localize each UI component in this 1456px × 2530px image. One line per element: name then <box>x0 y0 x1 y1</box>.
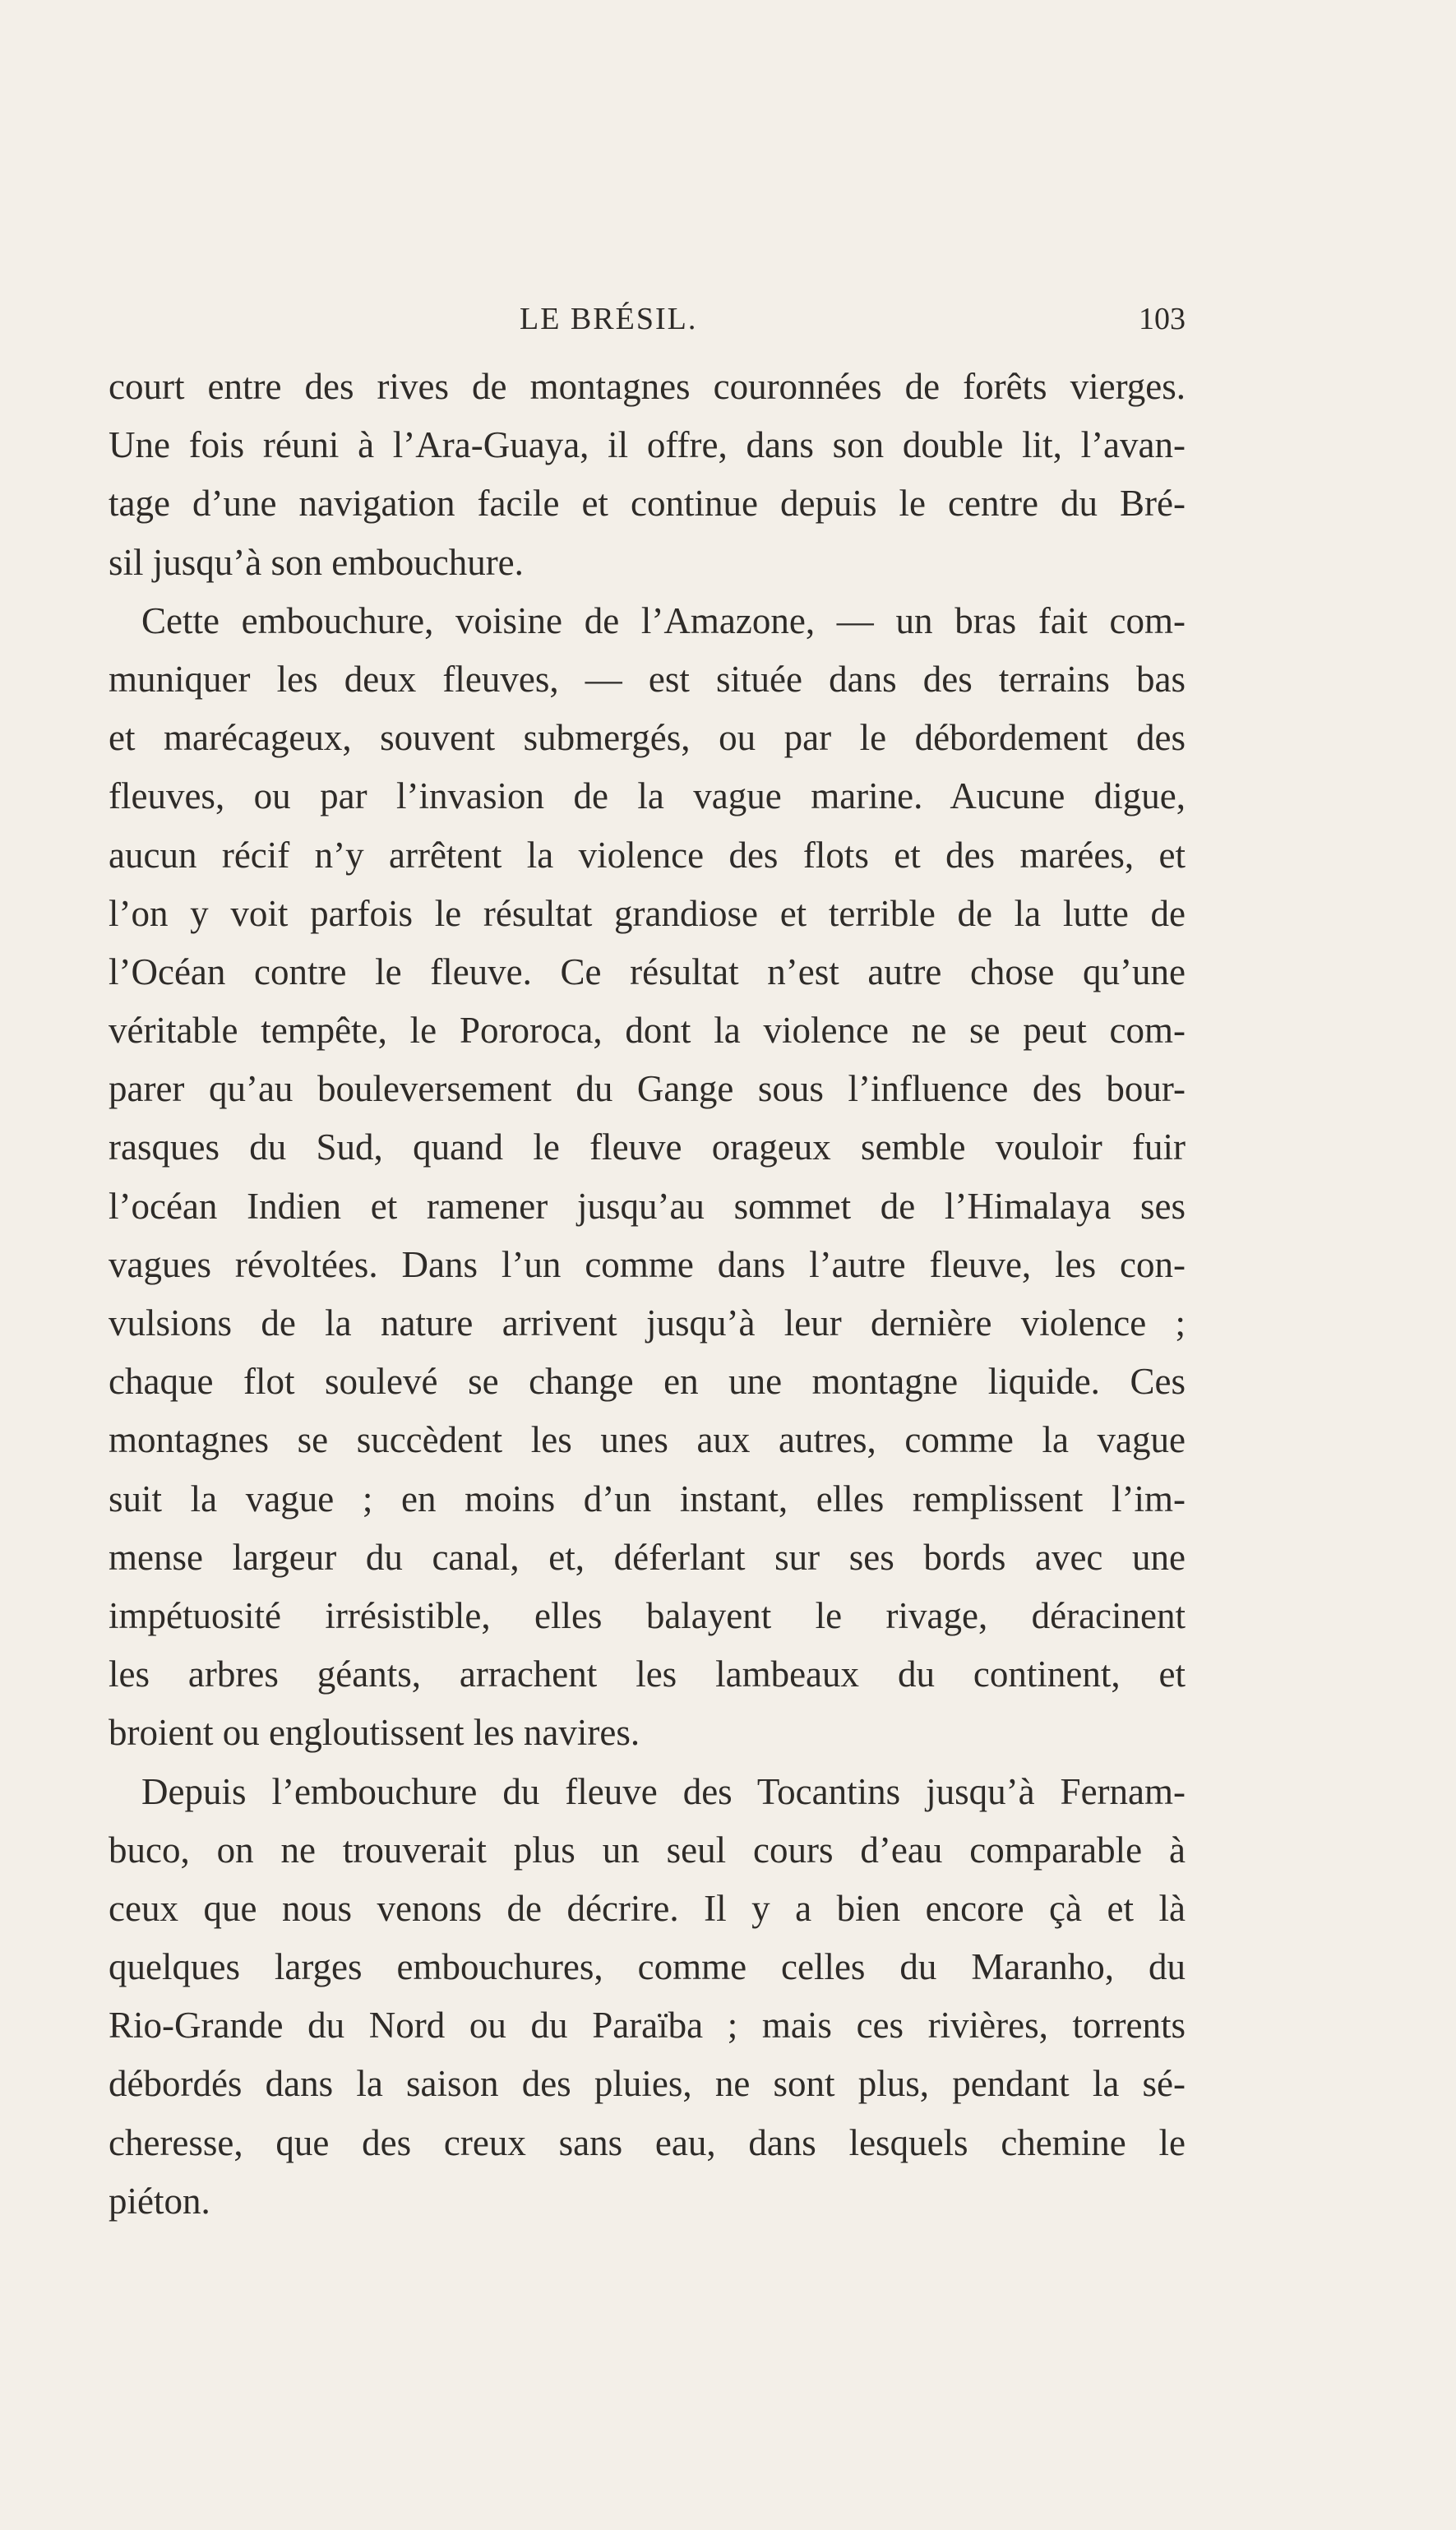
text-line: buco, on ne trouverait plus un seul cours d’eau comparable à <box>109 1829 1186 1871</box>
text-line: parer qu’au bouleversement du Gange sous l’influence des bour- <box>109 1068 1186 1110</box>
text-line: vulsions de la nature arrivent jusqu’à leur dernière violence ; <box>109 1302 1186 1344</box>
running-title: LE BRÉSIL. <box>520 302 698 336</box>
text-line: cheresse, que des creux sans eau, dans lesquels chemine le <box>109 2121 1186 2163</box>
text-line: l’océan Indien et ramener jusqu’au sommet de l’Himalaya ses <box>109 1185 1186 1227</box>
body-text <box>109 358 1186 2231</box>
text-line: piéton. <box>109 2180 210 2222</box>
text-line: les arbres géants, arrachent les lambeaux du continent, et <box>109 1654 1186 1695</box>
text-line: l’Océan contre le fleuve. Ce résultat n’est autre chose qu’une <box>109 950 1186 992</box>
page-header <box>109 294 1186 344</box>
text-line: court entre des rives de montagnes couronnées de forêts vierges. <box>109 366 1186 407</box>
text-line: Cette embouchure, voisine de l’Amazone, — un bras fait com- <box>141 599 1186 641</box>
text-line: vagues révoltées. Dans l’un comme dans l’autre fleuve, les con- <box>109 1243 1186 1285</box>
text-line: mense largeur du canal, et, déferlant sur ses bords avec une <box>109 1536 1186 1578</box>
text-line: fleuves, ou par l’invasion de la vague marine. Aucune digue, <box>109 775 1186 817</box>
paragraph <box>109 1763 1186 2232</box>
text-line: Une fois réuni à l’Ara-Guaya, il offre, dans son double lit, l’avan- <box>109 424 1186 466</box>
text-line: chaque flot soulevé se change en une montagne liquide. Ces <box>109 1361 1186 1403</box>
text-line: Rio-Grande du Nord ou du Paraïba ; mais ces rivières, torrents <box>109 2005 1186 2047</box>
paragraph <box>109 592 1186 1763</box>
text-line: muniquer les deux fleuves, — est située dans des terrains bas <box>109 658 1186 700</box>
text-line: Depuis l’embouchure du fleuve des Tocantins jusqu’à Fernam- <box>141 1770 1186 1812</box>
text-line: tage d’une navigation facile et continue depuis le centre du Bré- <box>109 483 1186 525</box>
text-line: sil jusqu’à son embouchure. <box>109 541 524 583</box>
text-line: véritable tempête, le Pororoca, dont la violence ne se peut com- <box>109 1010 1186 1052</box>
text-line: ceux que nous venons de décrire. Il y a bien encore çà et là <box>109 1887 1186 1929</box>
text-line: débordés dans la saison des pluies, ne sont plus, pendant la sé- <box>109 2063 1186 2105</box>
paragraph <box>109 358 1186 592</box>
text-line: quelques larges embouchures, comme celles du Maranho, du <box>109 1946 1186 1988</box>
text-line: rasques du Sud, quand le fleuve orageux semble vouloir fuir <box>109 1126 1186 1168</box>
text-line: et marécageux, souvent submergés, ou par le débordement des <box>109 717 1186 759</box>
page-number: 103 <box>1139 302 1186 336</box>
text-line: l’on y voit parfois le résultat grandiose et terrible de la lutte de <box>109 892 1186 934</box>
text-line: broient ou engloutissent les navires. <box>109 1712 640 1754</box>
text-line: montagnes se succèdent les unes aux autres, comme la vague <box>109 1419 1186 1461</box>
text-line: aucun récif n’y arrêtent la violence des flots et des marées, et <box>109 834 1186 876</box>
text-line: impétuosité irrésistible, elles balayent le rivage, déracinent <box>109 1594 1186 1636</box>
text-line: suit la vague ; en moins d’un instant, elles remplissent l’im- <box>109 1478 1186 1519</box>
